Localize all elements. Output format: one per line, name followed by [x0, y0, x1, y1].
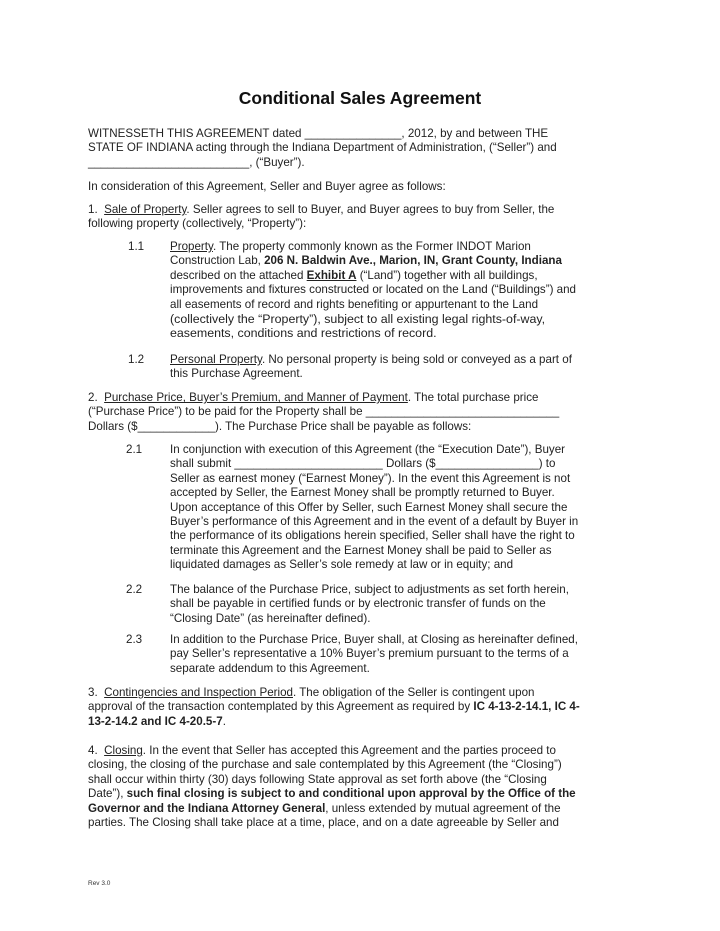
subsection-2-1: [170, 443, 628, 573]
section-3-line: [88, 715, 628, 729]
section-text: . The total purchase price: [407, 391, 539, 404]
section-number: 4.: [88, 744, 98, 757]
subsection-number: 1.1: [128, 240, 145, 253]
subsection-line: [170, 353, 628, 367]
section-1-line: [88, 203, 628, 217]
section-text: approval of the transaction contemplated by this Agreement as required by: [88, 700, 474, 714]
section-2: [88, 391, 628, 434]
section-text: . In the event that Seller has accepted this Agreement and the parties proceed to: [142, 744, 556, 757]
revision-footer: Rev 3.0: [88, 880, 111, 887]
section-4-line: shall occur within thirty (30) days following State approval as set forth above (the “Closing: [88, 772, 547, 786]
subsection-text: . No personal property is being sold or conveyed as a part of: [261, 353, 572, 366]
subsection-line: Buyer’s performance of this Agreement and in the event of a default by Buyer in: [170, 515, 579, 529]
subsection-line: (collectively the “Property”), subject to all existing legal rights-of-way,: [170, 312, 546, 327]
section-2-line: Dollars ($____________). The Purchase Price shall be payable as follows:: [88, 419, 472, 433]
subsection-line: easements, conditions and restrictions of record.: [170, 326, 437, 341]
subsection-text: . The property commonly known as the Former INDOT Marion: [212, 240, 531, 253]
section-4: [88, 744, 628, 830]
section-text: , unless extended by mutual agreement of the: [325, 801, 561, 815]
section-text: Date”),: [88, 787, 127, 801]
consideration-paragraph: In consideration of this Agreement, Seller and Buyer agree as follows:: [88, 180, 446, 193]
subsection-line: “Closing Date” (as hereinafter defined).: [170, 611, 371, 625]
subsection-line: [170, 269, 628, 283]
subsection-line: all easements of record and rights benefiting or appurtenant to the Land: [170, 297, 539, 311]
statute-reference: 13-2-14.2 and IC 4-20.5-7: [88, 714, 223, 728]
section-number: 2.: [88, 391, 98, 404]
subsection-2-3: [170, 633, 628, 676]
section-4-line: [88, 787, 628, 801]
subsection-1-2: [170, 353, 628, 382]
section-2-line: [88, 391, 628, 405]
section-text: . The obligation of the Seller is contingent upon: [292, 686, 535, 699]
subsection-1-1: [170, 240, 628, 341]
property-address: 206 N. Baldwin Ave., Marion, IN, Grant County, Indiana: [264, 254, 562, 268]
section-text: .: [222, 714, 226, 728]
section-heading: Sale of Property: [104, 203, 187, 216]
subsection-line: In conjunction with execution of this Agreement (the “Execution Date”), Buyer: [170, 443, 566, 456]
subsection-line: liquidated damages as Seller’s sole remedy at law or in equity; and: [170, 558, 514, 572]
subsection-number: 2.2: [126, 583, 143, 596]
section-4-line: parties. The Closing shall take place at a time, place, and on a date agreeable by Seller and: [88, 816, 559, 830]
subsection-line: pay Seller’s representative a 10% Buyer’s premium pursuant to the terms of a: [170, 647, 569, 661]
subsection-heading: Personal Property: [170, 353, 262, 366]
subsection-line: improvements and fixtures constructed or located on the Land (“Buildings”) and: [170, 283, 576, 297]
section-1: [88, 203, 628, 232]
section-1-line: following property (collectively, “Property”):: [88, 217, 307, 231]
subsection-line: this Purchase Agreement.: [170, 367, 303, 381]
subsection-number: 2.3: [126, 633, 143, 646]
subsection-line: [170, 254, 628, 268]
subsection-line: shall submit _______________________ Dollars ($________________) to: [170, 457, 556, 471]
section-3: [88, 686, 628, 729]
intro-paragraph: [88, 127, 628, 170]
section-4-line: closing, the closing of the purchase and sale contemplated by this Agreement (the “Closing”): [88, 758, 562, 772]
section-3-line: [88, 700, 628, 714]
subsection-line: shall be payable in certified funds or by electronic transfer of funds on the: [170, 597, 546, 611]
statute-reference: IC 4-13-2-14.1, IC 4-: [473, 700, 580, 714]
subsection-line: Seller as earnest money (“Earnest Money”). In the event this Agreement is not: [170, 471, 571, 485]
subsection-line: separate addendum to this Agreement.: [170, 661, 370, 675]
intro-line: _________________________, (“Buyer”).: [88, 155, 305, 169]
section-heading: Closing: [104, 744, 143, 757]
subsection-number: 2.1: [126, 443, 143, 456]
subsection-text: described on the attached: [170, 268, 307, 282]
subsection-text: Construction Lab,: [170, 254, 265, 268]
subsection-line: The balance of the Purchase Price, subject to adjustments as set forth herein,: [170, 583, 569, 596]
subsection-line: accepted by Seller, the Earnest Money shall be promptly returned to Buyer.: [170, 486, 555, 500]
intro-line: STATE OF INDIANA acting through the Indiana Department of Administration, (“Seller”) and: [88, 141, 557, 155]
document-title: Conditional Sales Agreement: [238, 88, 482, 108]
section-4-line: [88, 802, 628, 816]
section-2-line: (“Purchase Price”) to be paid for the Property shall be ______________________________: [88, 405, 560, 419]
section-number: 1.: [88, 203, 98, 216]
section-heading: Purchase Price, Buyer’s Premium, and Manner of Payment: [104, 391, 408, 404]
approval-condition: such final closing is subject to and conditional upon approval by the Office of the: [126, 787, 576, 801]
subsection-line: Upon acceptance of this Offer by Seller, such Earnest Money shall secure the: [170, 500, 568, 514]
subsection-line: [170, 240, 628, 254]
section-4-line: [88, 744, 628, 758]
subsection-line: In addition to the Purchase Price, Buyer shall, at Closing as hereinafter defined,: [170, 633, 578, 646]
subsection-text: (“Land”) together with all buildings,: [356, 268, 538, 282]
section-text: . Seller agrees to sell to Buyer, and Buyer agrees to buy from Seller, the: [186, 203, 555, 216]
section-3-line: [88, 686, 628, 700]
subsection-2-2: [170, 583, 628, 626]
subsection-number: 1.2: [128, 353, 145, 366]
approval-condition: Governor and the Indiana Attorney General: [88, 801, 326, 815]
exhibit-reference: Exhibit A: [306, 268, 357, 282]
section-heading: Contingencies and Inspection Period: [104, 686, 293, 699]
section-number: 3.: [88, 686, 98, 699]
subsection-line: the performance of its obligations herein specified, Seller shall have the right to: [170, 529, 575, 543]
intro-line: WITNESSETH THIS AGREEMENT dated _______________, 2012, by and between THE: [88, 127, 549, 140]
subsection-line: terminate this Agreement and the Earnest Money shall be paid to Seller as: [170, 543, 552, 557]
subsection-heading: Property: [170, 240, 213, 253]
